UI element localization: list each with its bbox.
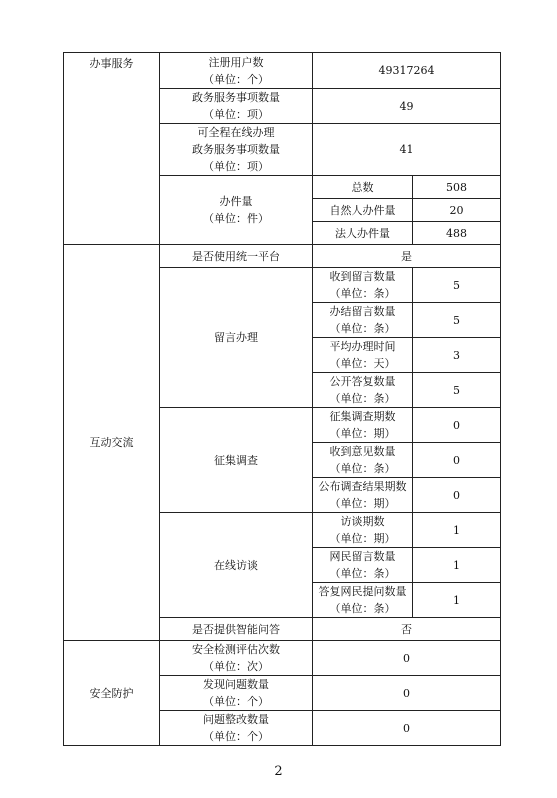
section-security-title: 安全防护 bbox=[64, 641, 160, 746]
table-row bbox=[64, 53, 501, 89]
service-items-label: 政务服务事项数量 （单位：项） bbox=[160, 89, 313, 124]
messages-closed-label: 办结留言数量 （单位：条） bbox=[313, 303, 413, 338]
messages-avg-time-label: 平均办理时间 （单位：天） bbox=[313, 338, 413, 373]
interview-periods-label: 访谈期数 （单位：期） bbox=[313, 513, 413, 548]
messages-received-label: 收到留言数量 （单位：条） bbox=[313, 268, 413, 303]
survey-opinions-value: 0 bbox=[413, 443, 501, 478]
survey-periods-value: 0 bbox=[413, 408, 501, 443]
messages-label: 留言办理 bbox=[160, 268, 313, 408]
page-number: 2 bbox=[274, 764, 283, 779]
survey-opinions-label: 收到意见数量 （单位：条） bbox=[313, 443, 413, 478]
section-office-title: 办事服务 bbox=[64, 53, 160, 245]
interview-messages-label: 网民留言数量 （单位：条） bbox=[313, 548, 413, 583]
unified-platform-value: 是 bbox=[313, 245, 501, 268]
security-checks-value: 0 bbox=[313, 641, 501, 676]
volume-total-value: 508 bbox=[413, 176, 501, 199]
survey-periods-label: 征集调查期数 （单位：期） bbox=[313, 408, 413, 443]
volume-legal-value: 488 bbox=[413, 222, 501, 245]
registered-users-label: 注册用户数 （单位：个） bbox=[160, 53, 313, 89]
online-items-label: 可全程在线办理 政务服务事项数量 （单位：项） bbox=[160, 124, 313, 176]
messages-public-value: 5 bbox=[413, 373, 501, 408]
interview-replies-label: 答复网民提问数量 （单位：条） bbox=[313, 583, 413, 618]
security-fixes-value: 0 bbox=[313, 711, 501, 746]
statistics-table bbox=[63, 52, 501, 746]
registered-users-value: 49317264 bbox=[313, 53, 501, 89]
service-items-value: 49 bbox=[313, 89, 501, 124]
volume-legal-label: 法人办件量 bbox=[313, 222, 413, 245]
messages-received-value: 5 bbox=[413, 268, 501, 303]
interview-replies-value: 1 bbox=[413, 583, 501, 618]
security-checks-label: 安全检测评估次数 （单位：次） bbox=[160, 641, 313, 676]
table-row bbox=[64, 245, 501, 268]
security-issues-value: 0 bbox=[313, 676, 501, 711]
survey-label: 征集调查 bbox=[160, 408, 313, 513]
messages-public-label: 公开答复数量 （单位：条） bbox=[313, 373, 413, 408]
section-interaction-title: 互动交流 bbox=[64, 245, 160, 641]
messages-closed-value: 5 bbox=[413, 303, 501, 338]
online-items-value: 41 bbox=[313, 124, 501, 176]
security-issues-label: 发现问题数量 （单位：个） bbox=[160, 676, 313, 711]
volume-label: 办件量 （单位：件） bbox=[160, 176, 313, 245]
table-row bbox=[64, 641, 501, 676]
volume-total-label: 总数 bbox=[313, 176, 413, 199]
smart-qa-value: 否 bbox=[313, 618, 501, 641]
survey-results-value: 0 bbox=[413, 478, 501, 513]
interview-periods-value: 1 bbox=[413, 513, 501, 548]
unified-platform-label: 是否使用统一平台 bbox=[160, 245, 313, 268]
volume-natural-label: 自然人办件量 bbox=[313, 199, 413, 222]
volume-natural-value: 20 bbox=[413, 199, 501, 222]
security-fixes-label: 问题整改数量 （单位：个） bbox=[160, 711, 313, 746]
interview-label: 在线访谈 bbox=[160, 513, 313, 618]
survey-results-label: 公布调查结果期数 （单位：期） bbox=[313, 478, 413, 513]
messages-avg-time-value: 3 bbox=[413, 338, 501, 373]
smart-qa-label: 是否提供智能问答 bbox=[160, 618, 313, 641]
interview-messages-value: 1 bbox=[413, 548, 501, 583]
